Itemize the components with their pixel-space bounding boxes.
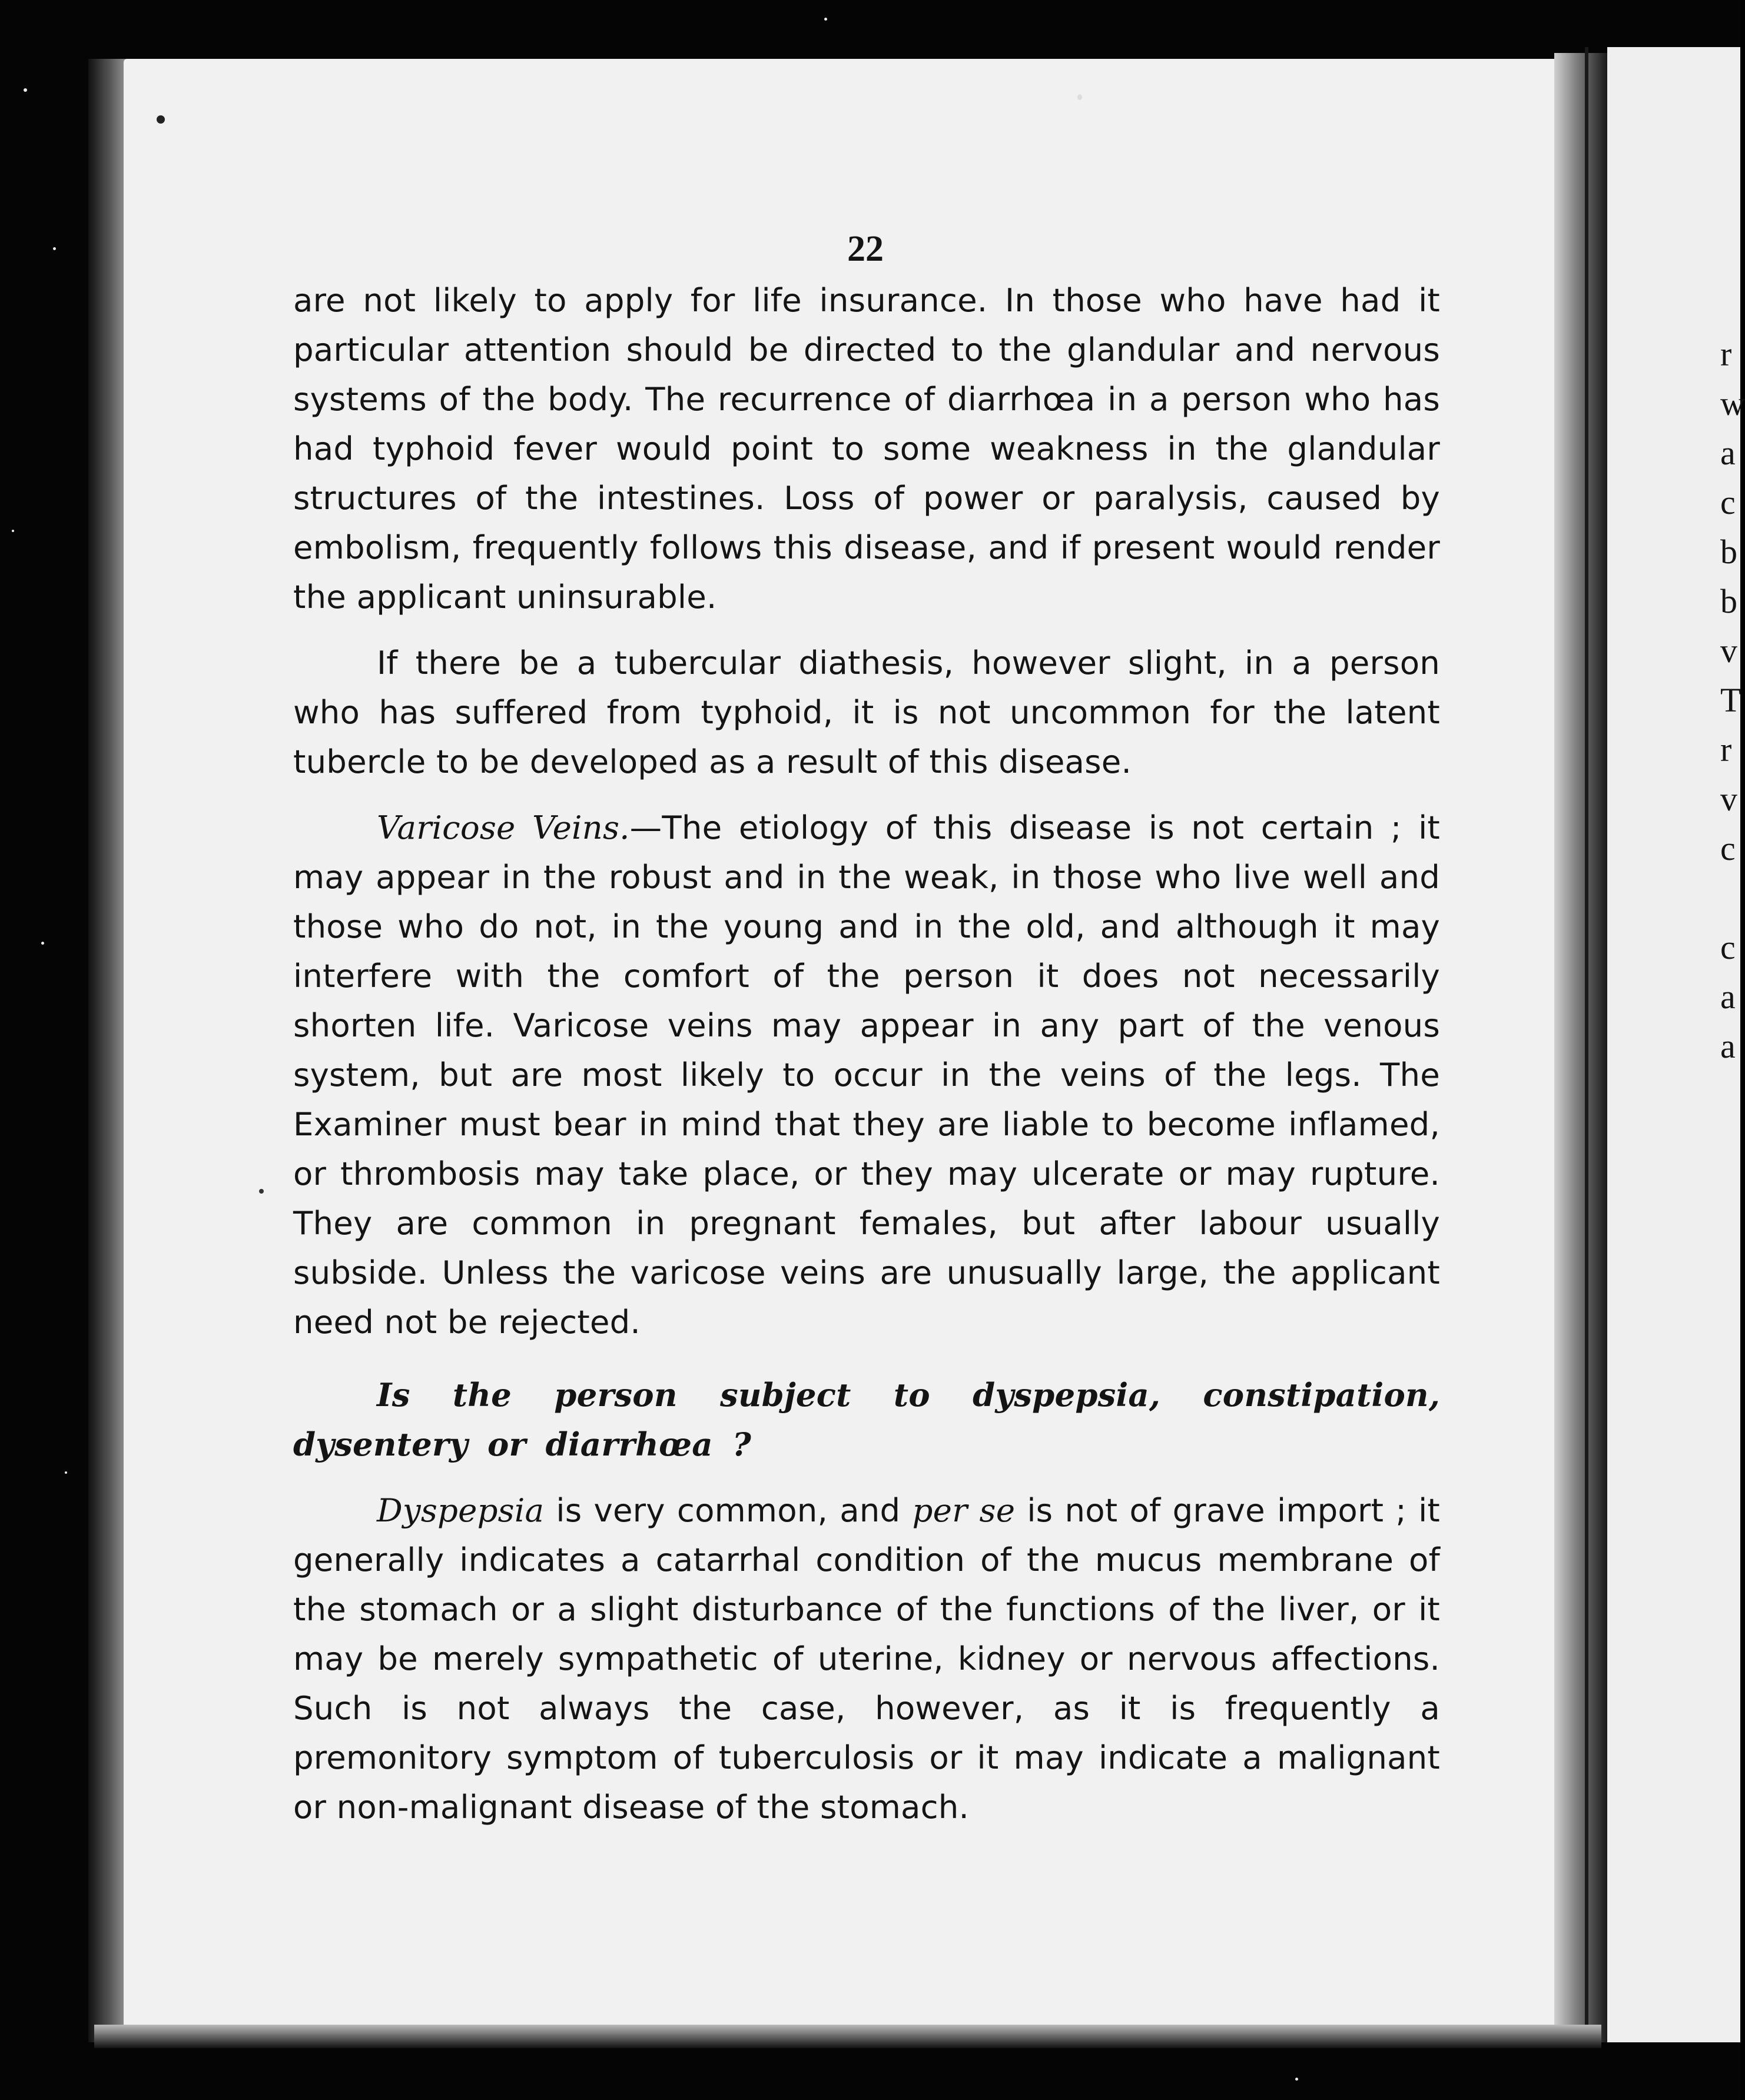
book-gutter	[1554, 53, 1607, 2042]
facing-fragment: c	[1720, 483, 1736, 521]
dyspepsia-question: Is the person subject to dyspepsia, constipation, dysentery or diarrhœa ?	[293, 1376, 1440, 1463]
page-body	[293, 275, 1440, 1832]
paragraph-typhoid: are not likely to apply for life insurance. In those who have had it particular attention should be directed to the glandular and nervous systems of the body. The recurrence of diarrhœa in a person who has had typhoid fever would point to some weakness in the glandular structures of the intestines. Loss of power or paralysis, caused by embolism, frequently follows this disease, and if present would render the applicant uninsurable.	[293, 281, 1440, 616]
facing-fragment: T	[1720, 681, 1741, 719]
facing-fragment: r	[1720, 730, 1732, 769]
dust-speck	[259, 1189, 264, 1194]
facing-fragment: c	[1720, 928, 1736, 966]
facing-fragment: a	[1720, 434, 1736, 472]
dust-speck	[1077, 94, 1082, 100]
dust-speck	[24, 88, 27, 92]
dust-speck	[157, 115, 165, 124]
dyspepsia-term: Dyspepsia	[377, 1491, 545, 1529]
dust-speck	[53, 247, 56, 250]
paragraph-tubercular-diathesis: If there be a tubercular diathesis, however slight, in a person who has suffered from typhoid, it is not uncommon for the latent tubercle to be developed as a result of this disease.	[293, 644, 1440, 780]
dust-speck	[1295, 2078, 1298, 2081]
facing-fragment: a	[1720, 1027, 1736, 1065]
facing-page-text-fragments	[1720, 330, 1745, 1071]
facing-fragment: r	[1720, 335, 1732, 373]
paragraph-dyspepsia	[293, 1486, 1440, 1832]
facing-fragment: w	[1720, 384, 1745, 423]
facing-fragment: v	[1720, 780, 1737, 818]
dyspepsia-text-b: is not of grave import ; it generally indicates a catarrhal condition of the mucus membrane of the stomach or a slight disturbance of the functions of the liver, or it may be merely sympathetic of uterine, kidney or nervous affections. Such is not always the case, however, as it is frequently a premonitory symptom of tuberculosis or it may indicate a malignant or non-malignant disease of the stomach.	[293, 1491, 1440, 1826]
dust-speck	[65, 1471, 67, 1474]
varicose-veins-text: —The etiology of this disease is not certain ; it may appear in the robust and in the weak, in those who live well and those who do not, in the young and in the old, and although it may interfere with the comfort of the person it does not necessarily shorten life. Varicose veins may appear in any part of the venous system, but are most likely to occur in the veins of the legs. The Examiner must bear in mind that they are liable to become inflamed, or thrombosis may take place, or they may ulcerate or may rupture. They are common in pregnant females, but after labour usually subside. Unless the varicose veins are unusually large, the applicant need not be rejected.	[293, 809, 1440, 1341]
facing-fragment: b	[1720, 582, 1737, 620]
varicose-veins-heading: Varicose Veins.	[377, 809, 630, 846]
dust-speck	[41, 942, 44, 945]
dust-speck	[824, 18, 827, 21]
facing-fragment	[1720, 873, 1740, 923]
dyspepsia-text-a: is very common, and	[544, 1491, 913, 1529]
facing-fragment: v	[1720, 632, 1737, 670]
bottom-page-edge	[94, 2025, 1601, 2048]
facing-fragment: c	[1720, 829, 1736, 868]
paragraph-varicose-veins	[293, 803, 1440, 1347]
dust-speck	[12, 530, 14, 532]
page-number: 22	[847, 229, 884, 269]
facing-fragment: b	[1720, 533, 1737, 571]
per-se-term: per se	[912, 1491, 1016, 1529]
facing-fragment: a	[1720, 978, 1736, 1016]
gutter-edge-line	[1585, 47, 1588, 2048]
